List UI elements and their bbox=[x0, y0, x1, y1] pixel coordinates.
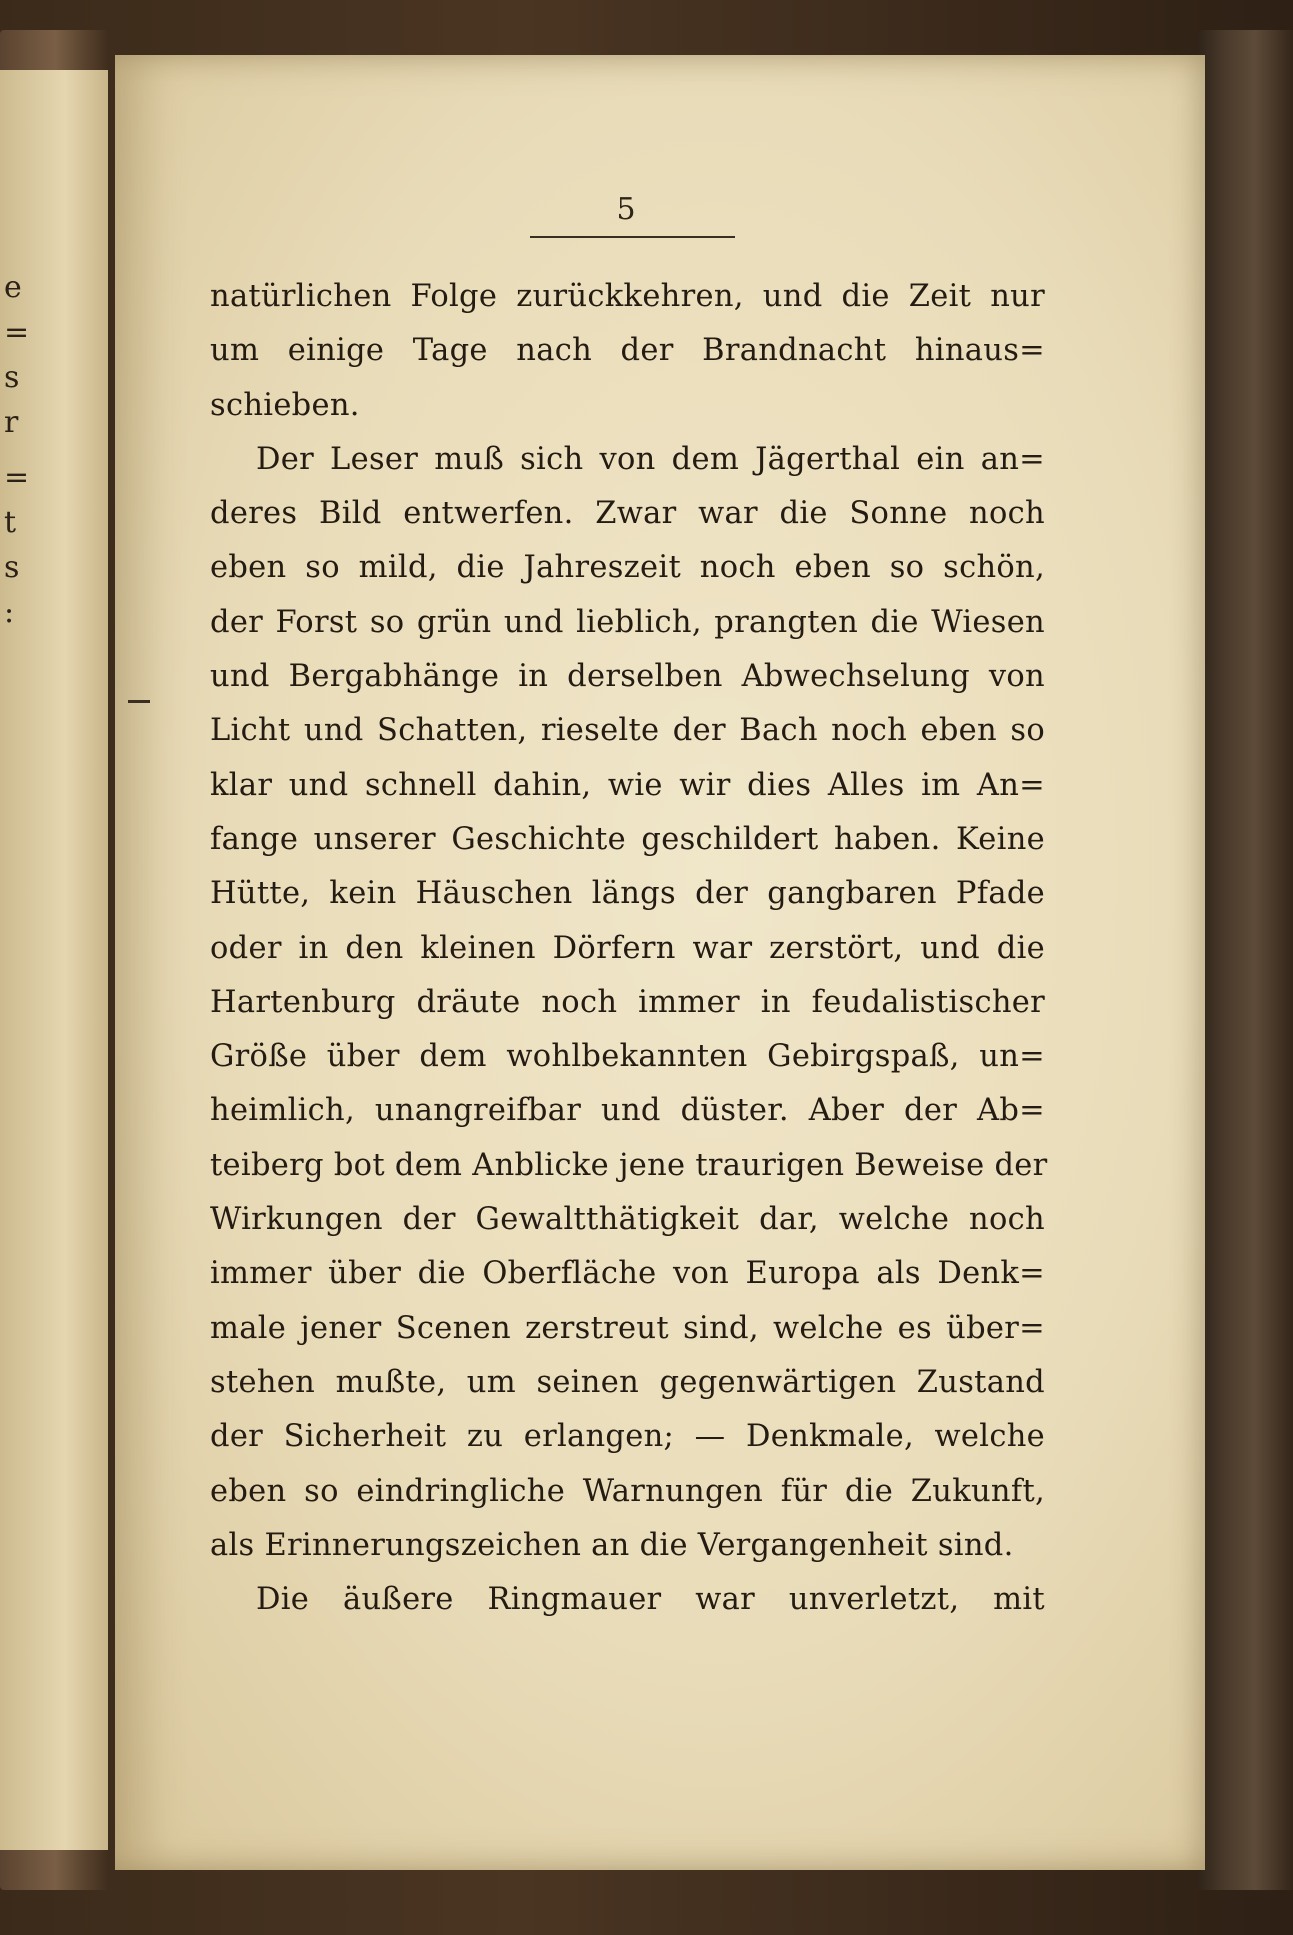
text-line: eben so eindringliche Warnungen für die Zukunft, bbox=[210, 1473, 1045, 1509]
text-line: der Forst so grün und lieblich, prangten die Wiesen bbox=[210, 604, 1045, 640]
text-line: Wirkungen der Gewaltthätigkeit dar, welche noch bbox=[210, 1202, 1045, 1238]
text-line: schieben. bbox=[210, 387, 360, 423]
margin-mark bbox=[128, 700, 150, 703]
page-number-text: 5 bbox=[616, 192, 637, 227]
left-page-fragment: r bbox=[4, 405, 19, 440]
text-line: um einige Tage nach der Brandnacht hinaus= bbox=[210, 333, 1045, 369]
left-page-fragment: s bbox=[4, 360, 20, 395]
left-page-fragment: = bbox=[4, 460, 30, 495]
left-page-fragment: s bbox=[4, 550, 20, 585]
left-page-fragment: : bbox=[4, 595, 15, 630]
text-line: eben so mild, die Jahreszeit noch eben so schön, bbox=[210, 550, 1045, 586]
header-rule bbox=[530, 236, 735, 238]
text-line: immer über die Oberfläche von Europa als Denk= bbox=[210, 1256, 1045, 1292]
text-line: Die äußere Ringmauer war unverletzt, mit bbox=[256, 1582, 1045, 1618]
text-line: Hütte, kein Häuschen längs der gangbaren Pfade bbox=[210, 876, 1045, 912]
right-cover bbox=[1198, 30, 1293, 1890]
text-line: stehen mußte, um seinen gegenwärtigen Zustand bbox=[210, 1364, 1045, 1400]
text-line: klar und schnell dahin, wie wir dies Alles im An= bbox=[210, 767, 1045, 803]
left-page-fragment: e bbox=[4, 270, 22, 305]
text-line: deres Bild entwerfen. Zwar war die Sonne noch bbox=[210, 496, 1045, 532]
text-line: als Erinnerungszeichen an die Vergangenheit sind. bbox=[210, 1527, 1014, 1563]
text-line: der Sicherheit zu erlangen; — Denkmale, welche bbox=[210, 1419, 1045, 1455]
text-line: teiberg bot dem Anblicke jene traurigen Beweise der bbox=[210, 1147, 1048, 1183]
text-line: Größe über dem wohlbekannten Gebirgspaß, un= bbox=[210, 1039, 1045, 1075]
left-page-fragment: = bbox=[4, 315, 30, 350]
left-page bbox=[0, 70, 108, 1850]
text-line: male jener Scenen zerstreut sind, welche es über= bbox=[210, 1310, 1045, 1346]
text-line: heimlich, unangreifbar und düster. Aber der Ab= bbox=[210, 1093, 1045, 1129]
text-line: und Bergabhänge in derselben Abwechselung von bbox=[210, 659, 1045, 695]
text-line: Licht und Schatten, rieselte der Bach noch eben so bbox=[210, 713, 1045, 749]
text-line: oder in den kleinen Dörfern war zerstört, und die bbox=[210, 930, 1045, 966]
body-text bbox=[210, 270, 1048, 1627]
text-line: Hartenburg dräute noch immer in feudalistischer bbox=[210, 984, 1045, 1020]
text-line: natürlichen Folge zurückkehren, und die Zeit nur bbox=[210, 279, 1045, 314]
text-line: Der Leser muß sich von dem Jägerthal ein an= bbox=[256, 441, 1045, 477]
text-line: fange unserer Geschichte geschildert haben. Keine bbox=[210, 821, 1045, 857]
page-number bbox=[0, 192, 1293, 227]
left-page-fragment: t bbox=[4, 505, 17, 540]
